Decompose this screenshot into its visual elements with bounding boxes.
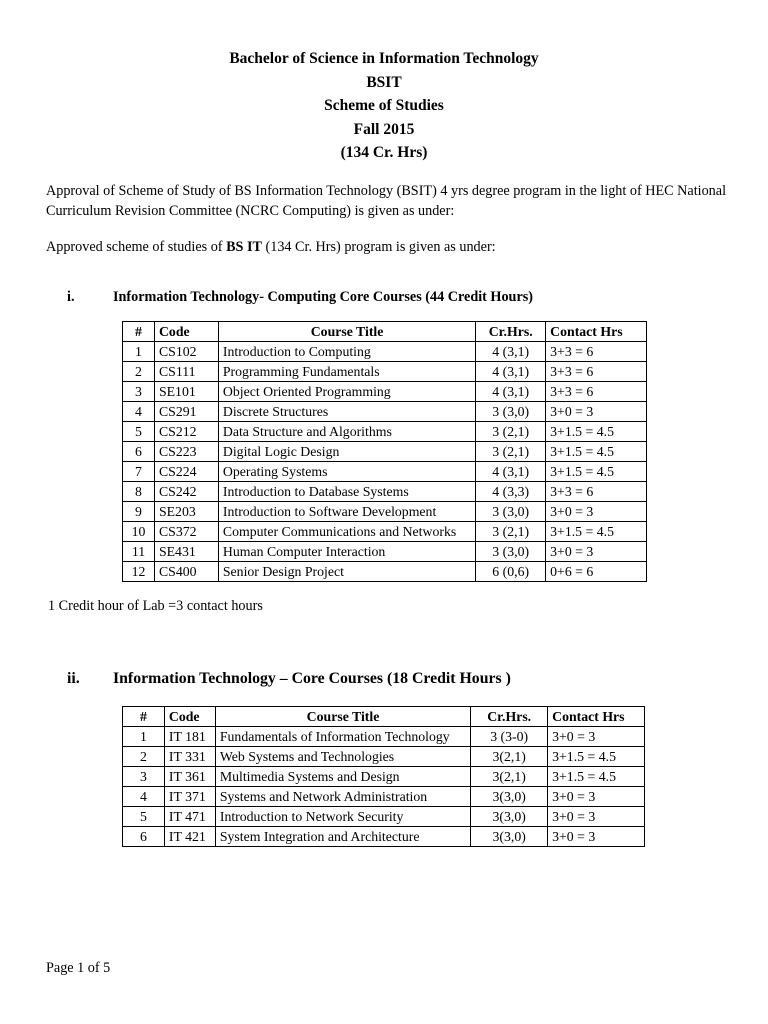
course-code: SE101 [154, 382, 218, 402]
course-credit-hours: 3 (3,0) [476, 502, 546, 522]
course-credit-hours: 6 (0,6) [476, 562, 546, 582]
computing-core-courses-table [122, 321, 647, 582]
course-code: CS102 [154, 342, 218, 362]
table-row [123, 827, 645, 847]
course-code: IT 471 [164, 807, 215, 827]
approved-text-after: (134 Cr. Hrs) program is given as under: [261, 239, 496, 255]
course-number: 2 [123, 362, 155, 382]
course-number: 9 [123, 502, 155, 522]
table-header-row [123, 322, 647, 342]
table-row [123, 462, 647, 482]
course-credit-hours: 3(2,1) [471, 747, 548, 767]
course-title: System Integration and Architecture [215, 827, 470, 847]
approved-paragraph [46, 237, 736, 257]
course-number: 1 [123, 342, 155, 362]
it-core-courses-body [123, 727, 645, 847]
course-code: IT 421 [164, 827, 215, 847]
header-course-title: Course Title [218, 322, 475, 342]
course-number: 5 [123, 422, 155, 442]
course-contact-hours: 3+0 = 3 [548, 727, 645, 747]
table-row [123, 482, 647, 502]
course-credit-hours: 4 (3,1) [476, 462, 546, 482]
course-code: SE431 [154, 542, 218, 562]
course-code: CS224 [154, 462, 218, 482]
course-title: Multimedia Systems and Design [215, 767, 470, 787]
course-code: IT 361 [164, 767, 215, 787]
course-number: 3 [123, 382, 155, 402]
course-title: Systems and Network Administration [215, 787, 470, 807]
course-number: 6 [123, 442, 155, 462]
course-contact-hours: 3+1.5 = 4.5 [546, 462, 647, 482]
course-credit-hours: 3(3,0) [471, 807, 548, 827]
program-title: Bachelor of Science in Information Technology [229, 50, 539, 67]
course-contact-hours: 3+1.5 = 4.5 [548, 747, 645, 767]
course-title: Object Oriented Programming [218, 382, 475, 402]
header-course-title: Course Title [215, 707, 470, 727]
table-row [123, 787, 645, 807]
course-contact-hours: 3+0 = 3 [546, 542, 647, 562]
course-number: 6 [123, 827, 165, 847]
header-code: Code [154, 322, 218, 342]
course-contact-hours: 3+1.5 = 4.5 [546, 422, 647, 442]
course-title: Discrete Structures [218, 402, 475, 422]
course-credit-hours: 4 (3,1) [476, 362, 546, 382]
table-row [123, 542, 647, 562]
course-code: CS111 [154, 362, 218, 382]
computing-core-courses-body [123, 342, 647, 582]
course-credit-hours: 3 (2,1) [476, 522, 546, 542]
section-1-title: Information Technology- Computing Core Courses (44 Credit Hours) [113, 289, 533, 305]
header-credit-hours: Cr.Hrs. [471, 707, 548, 727]
section-2-heading [67, 670, 511, 688]
course-code: CS291 [154, 402, 218, 422]
course-code: CS212 [154, 422, 218, 442]
course-contact-hours: 0+6 = 6 [546, 562, 647, 582]
table-row [123, 767, 645, 787]
course-contact-hours: 3+3 = 6 [546, 382, 647, 402]
course-number: 12 [123, 562, 155, 582]
title-block [0, 47, 768, 165]
course-credit-hours: 3(3,0) [471, 827, 548, 847]
course-title: Programming Fundamentals [218, 362, 475, 382]
course-title: Data Structure and Algorithms [218, 422, 475, 442]
course-code: CS372 [154, 522, 218, 542]
course-contact-hours: 3+3 = 6 [546, 342, 647, 362]
course-title: Operating Systems [218, 462, 475, 482]
course-title: Web Systems and Technologies [215, 747, 470, 767]
header-contact-hours: Contact Hrs [546, 322, 647, 342]
course-credit-hours: 3(3,0) [471, 787, 548, 807]
lab-hours-note: 1 Credit hour of Lab =3 contact hours [48, 598, 263, 614]
course-title: Introduction to Software Development [218, 502, 475, 522]
course-contact-hours: 3+1.5 = 4.5 [546, 442, 647, 462]
course-number: 3 [123, 767, 165, 787]
course-title: Senior Design Project [218, 562, 475, 582]
intro-paragraph: Approval of Scheme of Study of BS Information Technology (BSIT) 4 yrs degree program in the light of HEC National Curriculum Revision Committee (NCRC Computing) is given as under: [46, 183, 727, 219]
course-code: IT 181 [164, 727, 215, 747]
course-credit-hours: 3 (3,0) [476, 402, 546, 422]
credit-hours-title: (134 Cr. Hrs) [340, 144, 428, 162]
course-number: 4 [123, 787, 165, 807]
course-number: 5 [123, 807, 165, 827]
course-number: 4 [123, 402, 155, 422]
program-abbreviation: BSIT [366, 73, 402, 91]
course-credit-hours: 4 (3,1) [476, 342, 546, 362]
section-2-title: Information Technology – Core Courses (18 Credit Hours ) [113, 670, 511, 687]
course-contact-hours: 3+0 = 3 [548, 787, 645, 807]
course-number: 8 [123, 482, 155, 502]
course-contact-hours: 3+0 = 3 [548, 807, 645, 827]
it-core-courses-table [122, 706, 645, 847]
course-title: Human Computer Interaction [218, 542, 475, 562]
course-credit-hours: 3(2,1) [471, 767, 548, 787]
course-contact-hours: 3+1.5 = 4.5 [546, 522, 647, 542]
header-contact-hours: Contact Hrs [548, 707, 645, 727]
course-title: Introduction to Database Systems [218, 482, 475, 502]
course-code: CS400 [154, 562, 218, 582]
course-credit-hours: 3 (3-0) [471, 727, 548, 747]
table-row [123, 422, 647, 442]
course-contact-hours: 3+3 = 6 [546, 482, 647, 502]
course-code: IT 371 [164, 787, 215, 807]
table-header-row [123, 707, 645, 727]
table-row [123, 402, 647, 422]
course-contact-hours: 3+0 = 3 [548, 827, 645, 847]
course-code: CS223 [154, 442, 218, 462]
course-title: Introduction to Network Security [215, 807, 470, 827]
course-number: 10 [123, 522, 155, 542]
approved-text-bold: BS IT [226, 239, 262, 255]
course-contact-hours: 3+0 = 3 [546, 502, 647, 522]
scheme-title: Scheme of Studies [324, 97, 444, 115]
table-row [123, 522, 647, 542]
table-row [123, 807, 645, 827]
course-number: 7 [123, 462, 155, 482]
header-code: Code [164, 707, 215, 727]
table-row [123, 342, 647, 362]
course-credit-hours: 4 (3,1) [476, 382, 546, 402]
table-row [123, 362, 647, 382]
course-number: 1 [123, 727, 165, 747]
header-number: # [123, 707, 165, 727]
course-number: 2 [123, 747, 165, 767]
page-number-footer: Page 1 of 5 [46, 960, 111, 976]
table-row [123, 747, 645, 767]
course-title: Fundamentals of Information Technology [215, 727, 470, 747]
approved-text-before: Approved scheme of studies of [46, 239, 227, 255]
course-code: CS242 [154, 482, 218, 502]
course-credit-hours: 3 (2,1) [476, 422, 546, 442]
course-contact-hours: 3+1.5 = 4.5 [548, 767, 645, 787]
section-2-number: ii. [67, 670, 80, 687]
course-code: IT 331 [164, 747, 215, 767]
header-number: # [123, 322, 155, 342]
course-credit-hours: 3 (3,0) [476, 542, 546, 562]
course-contact-hours: 3+0 = 3 [546, 402, 647, 422]
table-row [123, 442, 647, 462]
table-row [123, 562, 647, 582]
course-code: SE203 [154, 502, 218, 522]
session-title: Fall 2015 [353, 120, 415, 138]
table-row [123, 502, 647, 522]
section-1-heading [67, 289, 533, 306]
section-1-number: i. [67, 289, 75, 305]
table-row [123, 727, 645, 747]
course-credit-hours: 4 (3,3) [476, 482, 546, 502]
course-title: Introduction to Computing [218, 342, 475, 362]
header-credit-hours: Cr.Hrs. [476, 322, 546, 342]
course-title: Computer Communications and Networks [218, 522, 475, 542]
course-credit-hours: 3 (2,1) [476, 442, 546, 462]
course-contact-hours: 3+3 = 6 [546, 362, 647, 382]
course-title: Digital Logic Design [218, 442, 475, 462]
table-row [123, 382, 647, 402]
course-number: 11 [123, 542, 155, 562]
